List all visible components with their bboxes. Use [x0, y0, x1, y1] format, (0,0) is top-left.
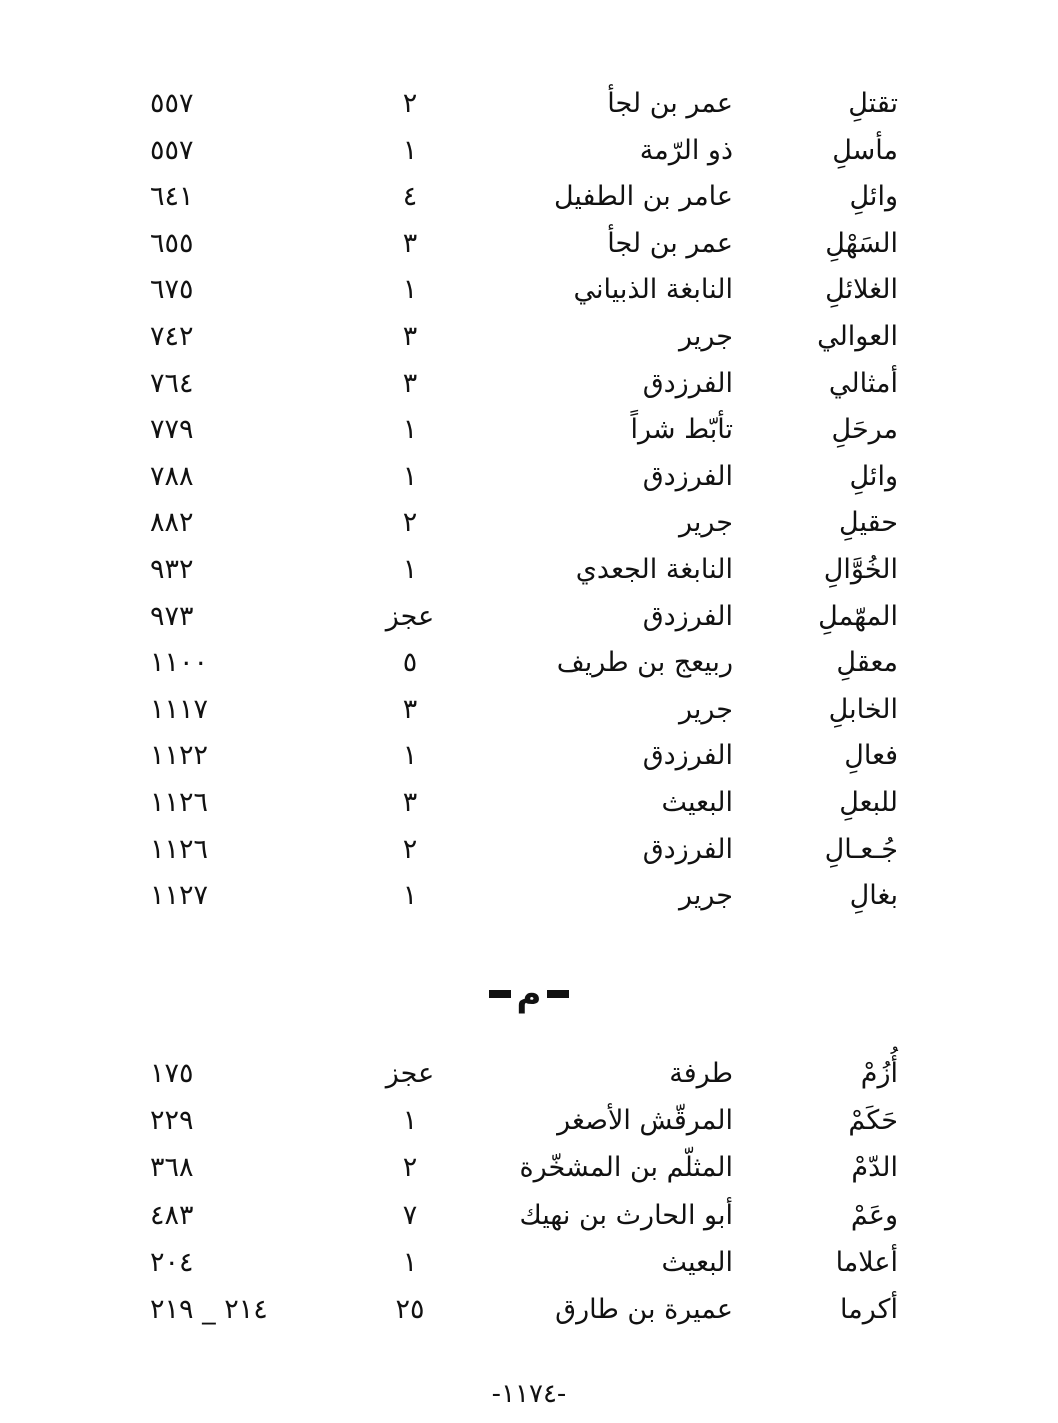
count-cell: عجز [385, 1058, 435, 1089]
poet-cell: تأبّط شراً [630, 414, 733, 446]
rhyme-cell: مأسلِ [832, 134, 898, 166]
rhyme-cell: الغلائلِ [825, 274, 898, 306]
table-row [0, 1243, 1058, 1283]
table-row [0, 270, 1058, 310]
table-row [0, 131, 1058, 171]
count-cell: ٢ [402, 1152, 418, 1184]
rhyme-cell: مرحَلِ [831, 414, 898, 446]
count-cell: ٢ [402, 507, 418, 539]
rhyme-cell: بغالِ [849, 880, 898, 912]
page-ref-cell: ٢١٤ _ ٢١٩ [150, 1294, 268, 1325]
table-row [0, 830, 1058, 870]
page-ref-cell: ٧٨٨ [150, 460, 194, 492]
poet-cell: عميرة بن طارق [555, 1294, 733, 1325]
count-cell: ٣ [402, 321, 418, 352]
rhyme-cell: الدّمْ [851, 1152, 898, 1184]
table-row [0, 783, 1058, 823]
count-cell: ٧ [402, 1199, 418, 1231]
count-cell: ١ [402, 554, 418, 585]
count-cell: ٣ [402, 227, 418, 259]
page-ref-cell: ٩٣٢ [150, 554, 194, 585]
count-cell: ١ [402, 1105, 418, 1137]
header-dash-left [489, 990, 511, 998]
poet-cell: جرير [679, 507, 733, 539]
count-cell: ٢٥ [395, 1294, 425, 1325]
rhyme-cell: أُزُمْ [860, 1058, 898, 1089]
rhyme-cell: وائلِ [849, 460, 898, 492]
count-cell: ٣ [402, 367, 418, 399]
table-row [0, 1054, 1058, 1094]
page-ref-cell: ٧٦٤ [150, 367, 194, 399]
rhyme-cell: حقيلِ [839, 507, 898, 539]
poet-cell: المثلّم بن المشخّرة [519, 1152, 733, 1184]
count-cell: ٢ [402, 833, 418, 865]
rhyme-cell: وائلِ [849, 181, 898, 213]
count-cell: ١ [402, 880, 418, 912]
poet-cell: عمر بن لجأ [607, 88, 733, 119]
table-row [0, 1148, 1058, 1188]
table-row [0, 1196, 1058, 1236]
poet-cell: طرفة [669, 1058, 733, 1089]
page-number: -١١٧٤- [491, 1379, 567, 1409]
header-dash-right [547, 990, 569, 998]
count-cell: ١ [402, 740, 418, 772]
table-row [0, 410, 1058, 450]
table-row [0, 364, 1058, 404]
page-ref-cell: ١١٢٢ [150, 740, 209, 772]
page-ref-cell: ١١٢٦ [150, 787, 209, 818]
count-cell: ٣ [402, 787, 418, 818]
table-row [0, 457, 1058, 497]
page-ref-cell: ١١٢٦ [150, 833, 209, 865]
poet-cell: النابغة الجعدي [575, 554, 733, 585]
rhyme-cell: جُـعـالِ [824, 833, 898, 865]
table-row [0, 224, 1058, 264]
page-ref-cell: ٥٥٧ [150, 134, 194, 166]
page-ref-cell: ٢٢٩ [150, 1105, 194, 1137]
poet-cell: الفرزدق [642, 740, 733, 772]
rhyme-cell: الخُوَّالِ [823, 554, 898, 585]
count-cell: ٤ [402, 181, 418, 213]
page-ref-cell: ٧٤٢ [150, 321, 194, 352]
rhyme-cell: معقلِ [836, 647, 898, 679]
table-row [0, 1101, 1058, 1141]
rhyme-cell: السَهْلِ [825, 227, 898, 259]
poet-cell: البعيث [661, 1246, 733, 1278]
page-ref-cell: ٥٥٧ [150, 88, 194, 119]
rhyme-cell: حَكَمْ [848, 1105, 898, 1137]
rhyme-cell: للبعلِ [839, 787, 898, 818]
poet-cell: الفرزدق [642, 460, 733, 492]
page-ref-cell: ١١١٧ [150, 693, 209, 725]
rhyme-cell: فعالِ [844, 740, 898, 772]
rhyme-cell: أعلاما [835, 1246, 898, 1278]
count-cell: ١ [402, 1246, 418, 1278]
poet-cell: الفرزدق [642, 833, 733, 865]
table-row [0, 177, 1058, 217]
page-ref-cell: ٦٤١ [150, 181, 194, 213]
count-cell: ٣ [402, 693, 418, 725]
section-header-mim [0, 972, 1058, 1016]
rhyme-cell: أمثالي [828, 367, 898, 399]
rhyme-cell: وعَمْ [850, 1199, 898, 1231]
poet-cell: ذو الرّمة [639, 134, 733, 166]
poet-cell: عامر بن الطفيل [553, 181, 733, 213]
page-ref-cell: ٩٧٣ [150, 600, 194, 632]
poet-cell: الفرزدق [642, 600, 733, 632]
poet-cell: أبو الحارث بن نهيك [519, 1199, 733, 1231]
table-row [0, 503, 1058, 543]
table-row [0, 317, 1058, 357]
rhyme-cell: أكرما [840, 1294, 898, 1325]
count-cell: عجز [385, 600, 435, 632]
table-row [0, 690, 1058, 730]
poet-cell: عمر بن لجأ [607, 227, 733, 259]
rhyme-cell: تقتلِ [848, 88, 898, 119]
page-ref-cell: ١١٢٧ [150, 880, 209, 912]
page-ref-cell: ٣٦٨ [150, 1152, 194, 1184]
table-row [0, 876, 1058, 916]
count-cell: ١ [402, 274, 418, 306]
page-ref-cell: ٦٧٥ [150, 274, 194, 306]
page-ref-cell: ٨٨٢ [150, 507, 194, 539]
rhyme-cell: المهّملِ [818, 600, 898, 632]
poet-cell: المرقّش الأصغر [557, 1105, 733, 1137]
table-row [0, 736, 1058, 776]
page-ref-cell: ١٧٥ [150, 1058, 194, 1089]
page-ref-cell: ١١٠٠ [150, 647, 209, 679]
section-letter: م [516, 974, 542, 1014]
poet-cell: البعيث [661, 787, 733, 818]
count-cell: ٥ [402, 647, 418, 679]
table-row [0, 597, 1058, 637]
rhyme-cell: الخابلِ [828, 693, 898, 725]
rhyme-cell: العوالي [817, 321, 898, 352]
count-cell: ١ [402, 460, 418, 492]
page-ref-cell: ٧٧٩ [150, 414, 194, 446]
page-ref-cell: ٤٨٣ [150, 1199, 194, 1231]
count-cell: ١ [402, 134, 418, 166]
poet-cell: جرير [679, 880, 733, 912]
table-row [0, 643, 1058, 683]
count-cell: ١ [402, 414, 418, 446]
page-ref-cell: ٦٥٥ [150, 227, 194, 259]
table-row [0, 550, 1058, 590]
poet-cell: ربيعج بن طريف [556, 647, 733, 679]
poet-cell: جرير [679, 693, 733, 725]
table-row [0, 84, 1058, 124]
count-cell: ٢ [402, 88, 418, 119]
table-row [0, 1290, 1058, 1330]
poet-cell: النابغة الذبياني [573, 274, 733, 306]
poet-cell: جرير [679, 321, 733, 352]
poet-cell: الفرزدق [642, 367, 733, 399]
page-ref-cell: ٢٠٤ [150, 1246, 194, 1278]
